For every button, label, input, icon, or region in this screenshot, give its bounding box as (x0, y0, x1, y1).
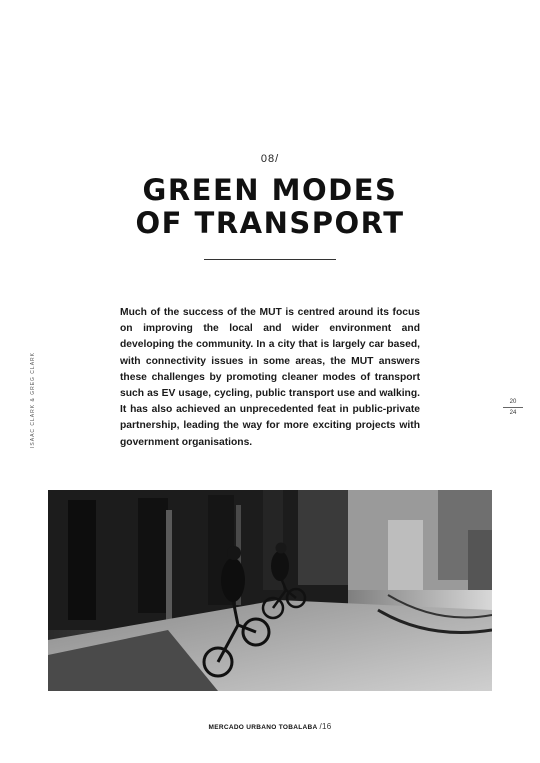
footer-page-number: /16 (319, 722, 332, 731)
page-counter-divider (503, 407, 523, 408)
footer (0, 722, 540, 731)
page-counter-current: 20 (509, 399, 517, 405)
title-line-2: OF TRANSPORT (135, 206, 405, 240)
page-counter (503, 399, 523, 416)
page-title (0, 174, 540, 240)
page-counter-total: 24 (509, 410, 517, 416)
body-paragraph: Much of the success of the MUT is centred around its focus on improving the local and wider environment and developing the community. In a city that is largely car based, with connectivity issues in some areas, the MUT answers these challenges by promoting cleaner modes of transport such as EV usage, cycling, public transport use and walking. It has also achieved an unprecedented feat in public-private partnership, leading the way for more exciting projects with government organisations. (120, 307, 420, 448)
cyclists-photo (48, 490, 492, 691)
title-line-1: GREEN MODES (142, 173, 398, 207)
footer-publication: MERCADO URBANO TOBALABA (208, 724, 318, 731)
title-divider (204, 259, 336, 260)
chapter-number: 08/ (260, 153, 280, 165)
cyclists-photo-illustration (48, 490, 492, 691)
photo-credit: ISAAC CLARK & GREG CLARK (30, 352, 36, 448)
